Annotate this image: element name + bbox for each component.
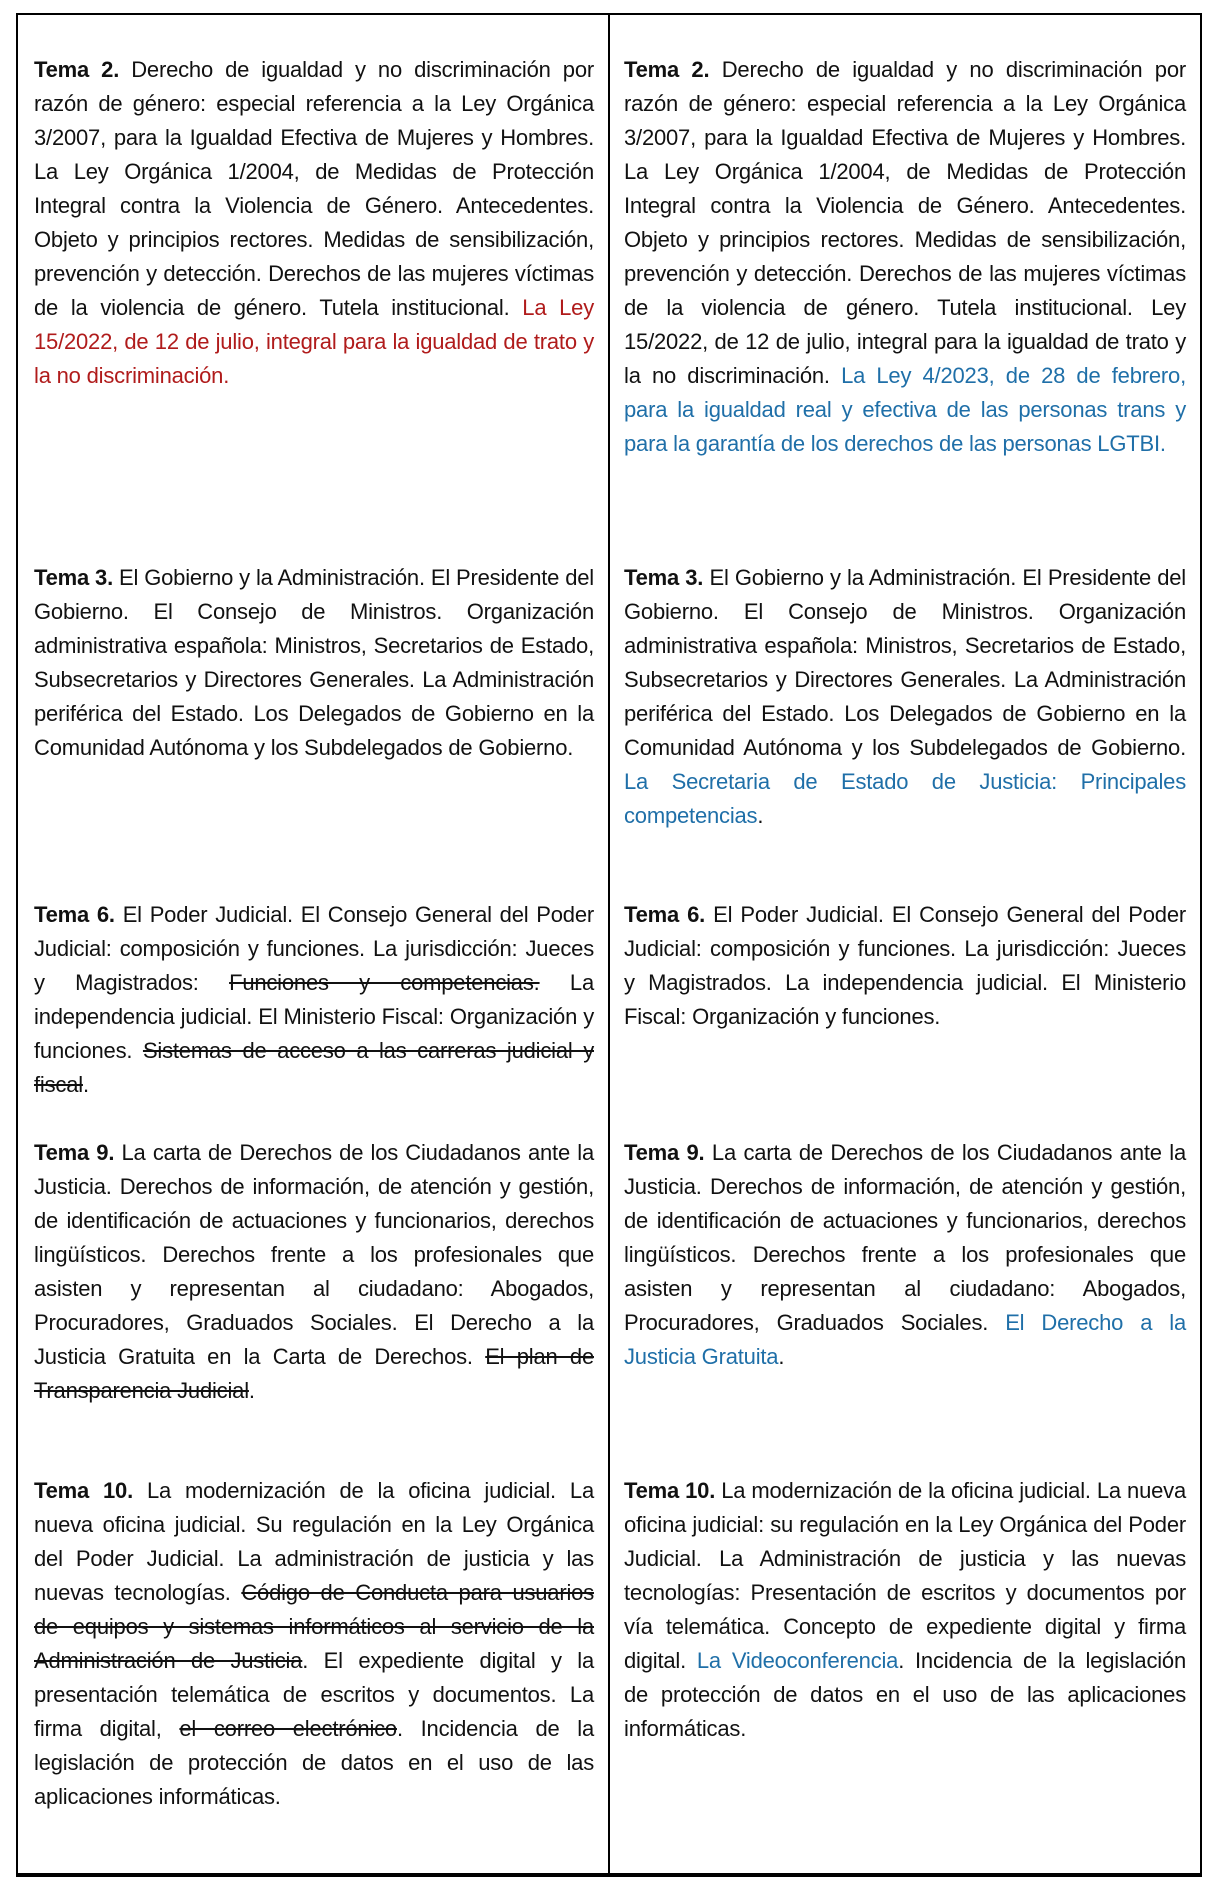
cell-text: . Incidencia de la legislación de protección de datos en el uso de las aplicaciones informáticas. (34, 1716, 594, 1809)
struck-text: el correo electrónico (179, 1716, 397, 1741)
cell-right-tema3 (610, 561, 1200, 833)
blue-added-text: La Videoconferencia (696, 1648, 899, 1673)
tema-heading: Tema 3. (624, 565, 704, 590)
red-highlight-text: La Ley 15/2022, de 12 de julio, integral para la igualdad de trato y la no discriminación. (34, 295, 594, 388)
tema-heading: Tema 6. (624, 902, 706, 927)
struck-text: Código de Conducta para usuarios de equipos y sistemas informáticos al servicio de la Administración de Justicia (34, 1580, 594, 1673)
struck-text: Funciones y competencias. (229, 970, 540, 995)
cell-text: . El expediente digital y la presentación telemática de escritos y documentos. La firma digital, (34, 1648, 595, 1741)
cell-text: La independencia judicial. El Ministerio Fiscal: Organización y funciones. (34, 970, 594, 1063)
cell-left-tema2 (18, 53, 608, 393)
cell-text: La carta de Derechos de los Ciudadanos ante la Justicia. Derechos de información, de atención y gestión, de identificación de actuaciones y funcionarios, derechos lingüísticos. Derechos frente a los profesionales que asisten y representan al ciudadano: Abogados, Procuradores, Graduados Sociales. El Derecho a la Justicia Gratuita en la Carta de Derechos. (34, 1140, 594, 1369)
cell-text: . (778, 1344, 785, 1369)
tema-heading: Tema 2. (34, 57, 120, 82)
tema-heading: Tema 6. (34, 902, 115, 927)
cell-left-tema10 (18, 1474, 608, 1814)
tema-heading: Tema 2. (624, 57, 710, 82)
cell-left-tema9 (18, 1136, 608, 1408)
cell-text: El Poder Judicial. El Consejo General del Poder Judicial: composición y funciones. La jurisdicción: Jueces y Magistrados: (34, 902, 594, 995)
cell-text: Derecho de igualdad y no discriminación por razón de género: especial referencia a la Ley Orgánica 3/2007, para la Igualdad Efectiva de Mujeres y Hombres. La Ley Orgánica 1/2004, de Medidas de Protección Integral contra la Violencia de Género. Antecedentes. Objeto y principios rectores. Medidas de sensibilización, prevención y detección. Derechos de las mujeres víctimas de la violencia de género. Tutela institucional. (34, 57, 594, 320)
comparison-table (16, 13, 1202, 1877)
cell-text: El Gobierno y la Administración. El Presidente del Gobierno. El Consejo de Ministros. Organización administrativa española: Ministros, Secretarios de Estado, Subsecretarios y Directores Generales. La Administración periférica del Estado. Los Delegados de Gobierno en la Comunidad Autónoma y los Subdelegados de Gobierno. (624, 565, 1186, 760)
tema-heading: Tema 10. (34, 1478, 133, 1503)
blue-added-text: La Ley 4/2023, de 28 de febrero, para la igualdad real y efectiva de las personas trans y para la garantía de los derechos de las personas LGTBI. (624, 363, 1186, 456)
cell-right-tema2 (610, 53, 1200, 461)
left-column-old-syllabus (18, 15, 610, 1873)
cell-text: El Poder Judicial. El Consejo General del Poder Judicial: composición y funciones. La jurisdicción: Jueces y Magistrados. La independencia judicial. El Ministerio Fiscal: Organización y funciones. (624, 902, 1186, 1029)
blue-added-text: El Derecho a la Justicia Gratuita (624, 1310, 1186, 1369)
cell-text: El Gobierno y la Administración. El Presidente del Gobierno. El Consejo de Ministros. Organización administrativa española: Ministros, Secretarios de Estado, Subsecretarios y Directores Generales. La Administración periférica del Estado. Los Delegados de Gobierno en la Comunidad Autónoma y los Subdelegados de Gobierno. (34, 565, 594, 760)
tema-heading: Tema 10. (624, 1478, 716, 1503)
tema-heading: Tema 9. (34, 1140, 115, 1165)
cell-text: . (248, 1378, 255, 1403)
cell-text: . (82, 1072, 89, 1097)
tema-heading: Tema 9. (624, 1140, 705, 1165)
cell-text: La carta de Derechos de los Ciudadanos ante la Justicia. Derechos de información, de atención y gestión, de identificación de actuaciones y funcionarios, derechos lingüísticos. Derechos frente a los profesionales que asisten y representan al ciudadano: Abogados, Procuradores, Graduados Sociales. (624, 1140, 1186, 1335)
blue-added-text: La Secretaria de Estado de Justicia: Principales competencias (624, 769, 1186, 828)
cell-text: . Incidencia de la legislación de protección de datos en el uso de las aplicaciones informáticas. (624, 1648, 1187, 1741)
cell-text: Derecho de igualdad y no discriminación por razón de género: especial referencia a la Ley Orgánica 3/2007, para la Igualdad Efectiva de Mujeres y Hombres. La Ley Orgánica 1/2004, de Medidas de Protección Integral contra la Violencia de Género. Antecedentes. Objeto y principios rectores. Medidas de sensibilización, prevención y detección. Derechos de las mujeres víctimas de la violencia de género. Tutela institucional. Ley 15/2022, de 12 de julio, integral para la igualdad de trato y la no discriminación. (624, 57, 1186, 388)
cell-text: La modernización de la oficina judicial. La nueva oficina judicial: su regulación en la Ley Orgánica del Poder Judicial. La Administración de justicia y las nuevas tecnologías: Presentación de escritos y documentos por vía telemática. Concepto de expediente digital y firma digital. (624, 1478, 1186, 1673)
cell-text: . (757, 803, 764, 828)
struck-text: Sistemas de acceso a las carreras judicial y fiscal (34, 1038, 594, 1097)
cell-right-tema6 (610, 898, 1200, 1034)
tema-heading: Tema 3. (34, 565, 114, 590)
cell-right-tema10 (610, 1474, 1200, 1746)
cell-right-tema9 (610, 1136, 1200, 1374)
cell-text: La modernización de la oficina judicial. La nueva oficina judicial. Su regulación en la Ley Orgánica del Poder Judicial. La administración de justicia y las nuevas tecnologías. (34, 1478, 594, 1605)
right-column-new-syllabus (610, 15, 1200, 1873)
cell-left-tema3 (18, 561, 608, 765)
struck-text: El plan de Transparencia Judicial (34, 1344, 594, 1403)
cell-left-tema6 (18, 898, 608, 1102)
